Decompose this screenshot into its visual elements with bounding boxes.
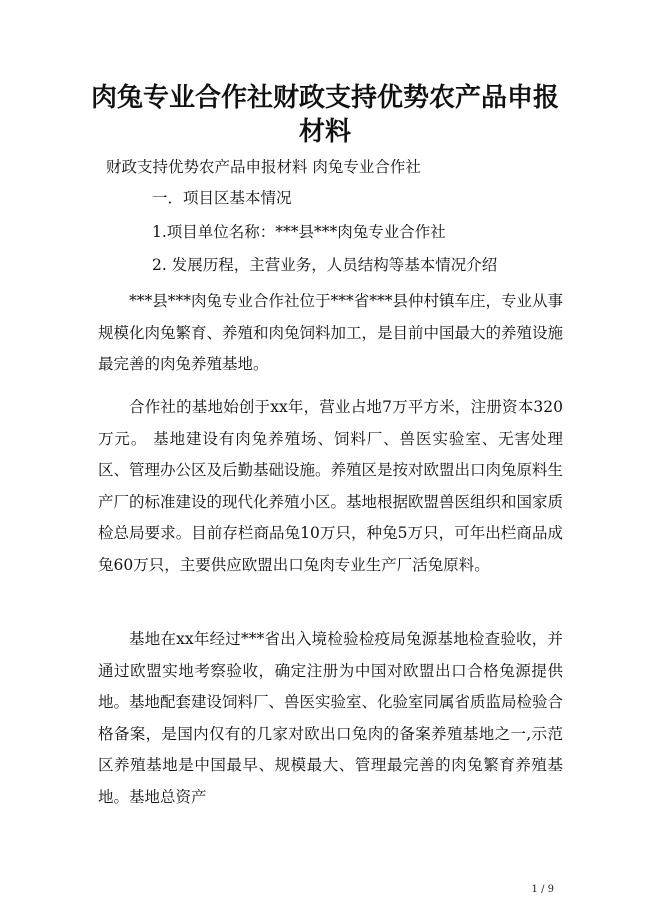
- section-heading: 一．项目区基本情况: [152, 189, 292, 207]
- subtitle: 财政支持优势农产品申报材料 肉兔专业合作社: [106, 158, 421, 176]
- page-number: 1 / 9: [531, 884, 554, 895]
- paragraph-base-details: 合作社的基地始创于xx年，营业占地7万平方米，注册资本320万元。 基地建设有肉兔养殖场、饲料厂、兽医实验室、无害处理区、管理办公区及后勤基础设施。养殖区是按对欧盟出口肉兔原料生产厂的标准建设的现代化养殖小区。基地根据欧盟兽医组织和国家质检总局要求。目前存栏商品兔10万只，种兔5万只，可年出栏商品成兔60万只，主要供应欧盟出口兔肉专业生产厂活兔原料。: [98, 398, 564, 574]
- document-title-line1: 肉兔专业合作社财政支持优势农产品申报: [90, 83, 559, 113]
- paragraph-certification: 基地在xx年经过***省出入境检验检疫局兔源基地检查验收，并通过欧盟实地考察验收，确定注册为中国对欧盟出口合格兔源提供地。基地配套建设饲料厂、兽医实验室、化验室同属省质监局检验合格备案，是国内仅有的几家对欧出口兔肉的备案养殖基地之一,示范区养殖基地是中国最早、规模最大、管理最完善的肉兔繁育养殖基地。基地总资产: [98, 630, 564, 806]
- item-project-name: 1.项目单位名称：***县***肉兔专业合作社: [152, 223, 446, 241]
- item-development-history: 2. 发展历程，主营业务，人员结构等基本情况介绍: [152, 256, 498, 274]
- paragraph-intro: ***县***肉兔专业合作社位于***省***县仲村镇车庄，专业从事规模化肉兔繁育、养殖和肉兔饲料加工，是目前中国最大的养殖设施最完善的肉兔养殖基地。: [98, 292, 564, 373]
- document-title-line2: 材料: [298, 117, 351, 147]
